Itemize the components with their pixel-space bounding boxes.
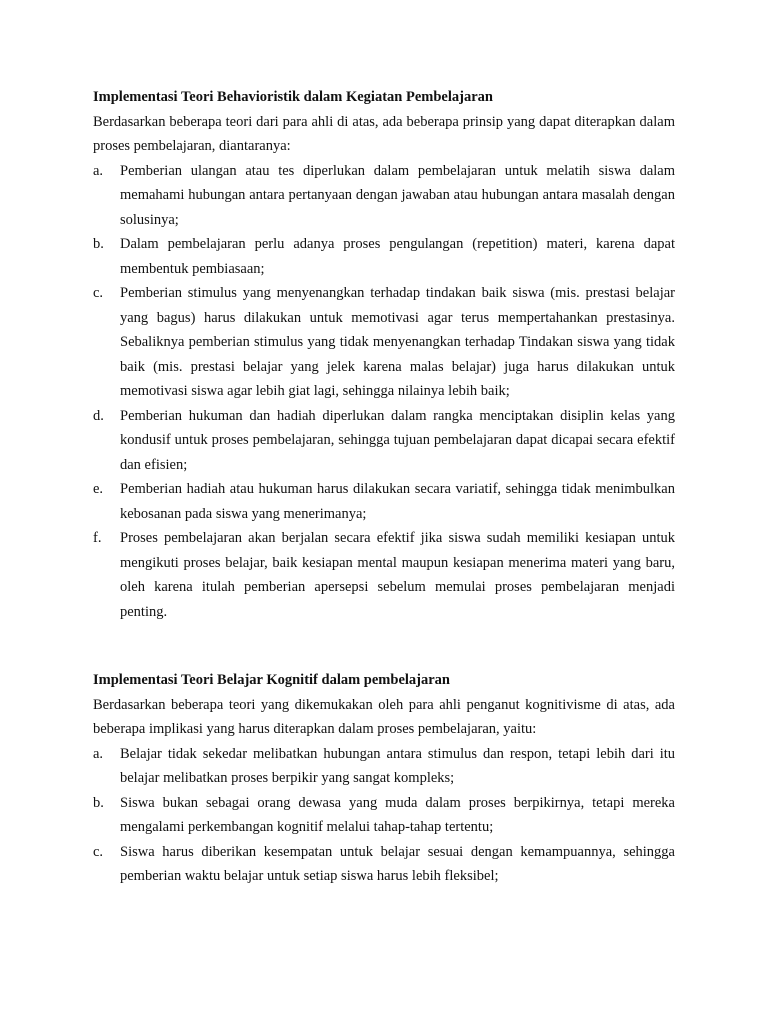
list-marker: c. [93,285,104,301]
list-item [93,232,675,281]
list-item-text: Proses pembelajaran akan berjalan secara efektif jika siswa sudah memiliki kesiapan untuk mengikuti proses belajar, baik kesiapan mental maupun kesiapan menerima materi yang baru, oleh karena itulah pemberian apersepsi sebelum memulai proses pembelajaran menjadi penting. [120,530,675,620]
list-marker: b. [93,794,104,811]
list-item-text: Pemberian stimulus yang menyenangkan terhadap tindakan baik siswa (mis. prestasi belajar yang bagus) harus dilakukan untuk memotivasi agar terus mempertahankan prestasinya. Sebaliknya pemberian stimulus yang tidak menyenangkan terhadap Tindakan siswa yang tidak baik (mis. prestasi belajar yang jelek karena malas belajar) juga harus dilakukan untuk memotivasi siswa agar lebih giat lagi, sehingga nilainya lebih baik; [120,285,675,399]
list-item [93,404,675,478]
list-item-text: Dalam pembelajaran perlu adanya proses pengulangan (repetition) materi, karena dapat membentuk pembiasaan; [120,236,675,277]
list-item-text: Belajar tidak sekedar melibatkan hubungan antara stimulus dan respon, tetapi lebih dari itu belajar melibatkan proses berpikir yang sangat kompleks; [120,745,675,786]
list-item [93,840,675,889]
list-marker: a. [93,162,104,179]
section-heading: Implementasi Teori Belajar Kognitif dalam pembelajaran [93,672,450,688]
list-item [93,791,675,840]
list-marker: a. [93,745,104,762]
list-item-text: Pemberian hukuman dan hadiah diperlukan dalam rangka menciptakan disiplin kelas yang kondusif untuk proses pembelajaran, sehingga tujuan pembelajaran dapat dicapai secara efektif dan efisien; [120,407,675,473]
list-marker: c. [93,843,104,860]
list-item [93,742,675,791]
list-marker: d. [93,407,104,424]
section-behavioristik [93,85,675,624]
list-marker: e. [93,481,104,497]
list-item-text: Pemberian hadiah atau hukuman harus dilakukan secara variatif, sehingga tidak menimbulkan kebosanan pada siswa yang menerimanya; [120,481,675,522]
list-item [93,526,675,624]
section-intro: Berdasarkan beberapa teori yang dikemukakan oleh para ahli penganut kognitivisme di atas, ada beberapa implikasi yang harus diterapkan dalam proses pembelajaran, yaitu: [93,696,675,737]
principles-list [93,159,675,625]
list-item [93,281,675,404]
list-item [93,159,675,233]
list-item-text: Pemberian ulangan atau tes diperlukan dalam pembelajaran untuk melatih siswa dalam memahami hubungan antara pertanyaan dengan jawaban atau hubungan antara masalah dengan solusinya; [120,162,675,228]
list-item-text: Siswa harus diberikan kesempatan untuk belajar sesuai dengan kemampuannya, sehingga pemberian waktu belajar untuk setiap siswa harus lebih fleksibel; [120,843,675,884]
section-kognitif [93,668,675,889]
section-heading: Implementasi Teori Behavioristik dalam Kegiatan Pembelajaran [93,89,493,105]
implications-list [93,742,675,889]
section-intro: Berdasarkan beberapa teori dari para ahli di atas, ada beberapa prinsip yang dapat diterapkan dalam proses pembelajaran, diantaranya: [93,113,675,154]
list-marker: f. [93,530,102,546]
list-item-text: Siswa bukan sebagai orang dewasa yang muda dalam proses berpikirnya, tetapi mereka mengalami perkembangan kognitif melalui tahap-tahap tertentu; [120,794,675,835]
list-item [93,477,675,526]
list-marker: b. [93,236,104,252]
